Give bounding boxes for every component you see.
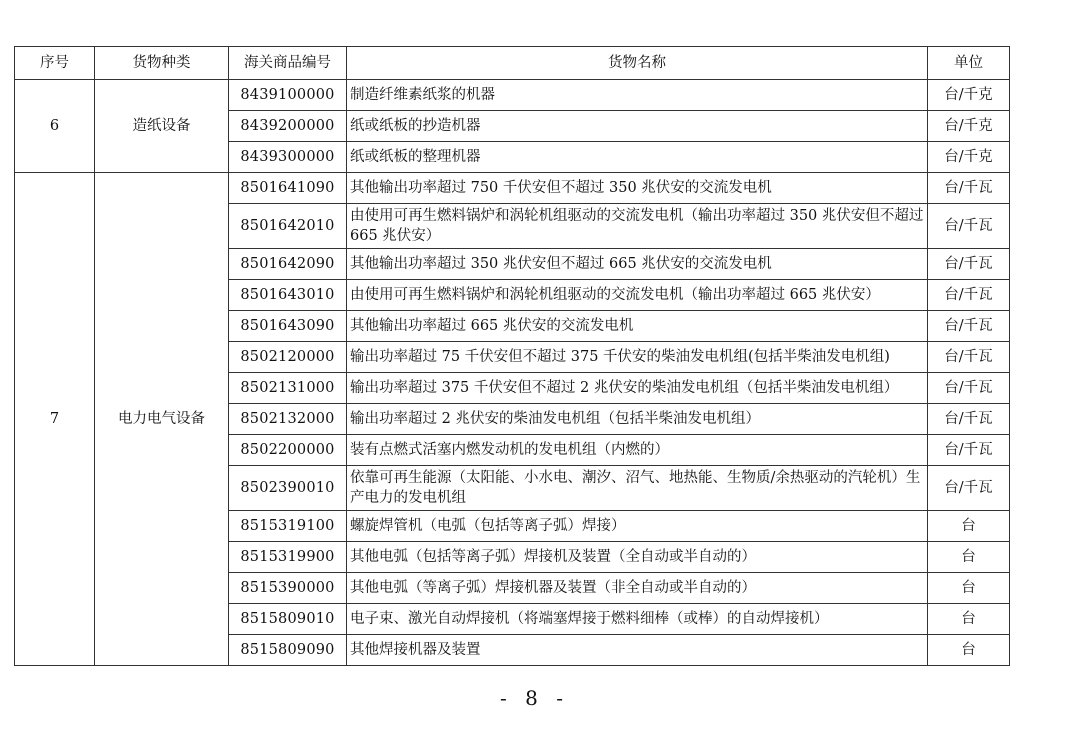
table-row bbox=[15, 80, 1010, 111]
hs-code-cell: 8515809090 bbox=[229, 635, 347, 666]
unit-cell: 台 bbox=[928, 573, 1010, 604]
unit-cell: 台 bbox=[928, 511, 1010, 542]
goods-name-cell: 其他输出功率超过 350 兆伏安但不超过 665 兆伏安的交流发电机 bbox=[347, 249, 928, 280]
unit-cell: 台/千克 bbox=[928, 80, 1010, 111]
unit-cell: 台/千瓦 bbox=[928, 404, 1010, 435]
goods-name-cell: 纸或纸板的整理机器 bbox=[347, 142, 928, 173]
unit-cell: 台/千瓦 bbox=[928, 249, 1010, 280]
goods-name-cell: 电子束、激光自动焊接机（将端塞焊接于燃料细棒（或棒）的自动焊接机） bbox=[347, 604, 928, 635]
hs-code-cell: 8502120000 bbox=[229, 342, 347, 373]
goods-table bbox=[14, 46, 1010, 666]
table-row bbox=[15, 173, 1010, 204]
hs-code-cell: 8515319100 bbox=[229, 511, 347, 542]
unit-cell: 台 bbox=[928, 542, 1010, 573]
unit-cell: 台/千克 bbox=[928, 142, 1010, 173]
page-number: - 8 - bbox=[500, 686, 569, 710]
header-hs-code: 海关商品编号 bbox=[229, 47, 347, 80]
header-unit: 单位 bbox=[928, 47, 1010, 80]
unit-cell: 台/千瓦 bbox=[928, 204, 1010, 249]
unit-cell: 台/千瓦 bbox=[928, 435, 1010, 466]
goods-name-cell: 由使用可再生燃料锅炉和涡轮机组驱动的交流发电机（输出功率超过 665 兆伏安） bbox=[347, 280, 928, 311]
goods-name-cell: 纸或纸板的抄造机器 bbox=[347, 111, 928, 142]
hs-code-cell: 8439300000 bbox=[229, 142, 347, 173]
goods-name-cell: 其他电弧（等离子弧）焊接机器及装置（非全自动或半自动的） bbox=[347, 573, 928, 604]
goods-name-cell: 其他焊接机器及装置 bbox=[347, 635, 928, 666]
goods-name-cell: 其他电弧（包括等离子弧）焊接机及装置（全自动或半自动的） bbox=[347, 542, 928, 573]
hs-code-cell: 8439100000 bbox=[229, 80, 347, 111]
unit-cell: 台/千瓦 bbox=[928, 466, 1010, 511]
unit-cell: 台/千瓦 bbox=[928, 280, 1010, 311]
goods-name-cell: 输出功率超过 2 兆伏安的柴油发电机组（包括半柴油发电机组） bbox=[347, 404, 928, 435]
group-category: 电力电气设备 bbox=[95, 173, 229, 666]
goods-name-cell: 其他输出功率超过 750 千伏安但不超过 350 兆伏安的交流发电机 bbox=[347, 173, 928, 204]
hs-code-cell: 8501642090 bbox=[229, 249, 347, 280]
goods-name-cell: 装有点燃式活塞内燃发动机的发电机组（内燃的） bbox=[347, 435, 928, 466]
goods-name-cell: 由使用可再生燃料锅炉和涡轮机组驱动的交流发电机（输出功率超过 350 兆伏安但不超过 665 兆伏安） bbox=[347, 204, 928, 249]
unit-cell: 台/千克 bbox=[928, 111, 1010, 142]
hs-code-cell: 8501642010 bbox=[229, 204, 347, 249]
goods-name-cell: 依靠可再生能源（太阳能、小水电、潮汐、沼气、地热能、生物质/余热驱动的汽轮机）生产电力的发电机组 bbox=[347, 466, 928, 511]
header-category: 货物种类 bbox=[95, 47, 229, 80]
unit-cell: 台 bbox=[928, 635, 1010, 666]
header-goods-name: 货物名称 bbox=[347, 47, 928, 80]
unit-cell: 台/千瓦 bbox=[928, 373, 1010, 404]
hs-code-cell: 8515319900 bbox=[229, 542, 347, 573]
unit-cell: 台 bbox=[928, 604, 1010, 635]
header-seq: 序号 bbox=[15, 47, 95, 80]
hs-code-cell: 8502200000 bbox=[229, 435, 347, 466]
goods-name-cell: 其他输出功率超过 665 兆伏安的交流发电机 bbox=[347, 311, 928, 342]
goods-name-cell: 螺旋焊管机（电弧（包括等离子弧）焊接） bbox=[347, 511, 928, 542]
hs-code-cell: 8501641090 bbox=[229, 173, 347, 204]
hs-code-cell: 8502390010 bbox=[229, 466, 347, 511]
table-header-row bbox=[15, 47, 1010, 80]
group-category: 造纸设备 bbox=[95, 80, 229, 173]
group-seq: 7 bbox=[15, 173, 95, 666]
hs-code-cell: 8515809010 bbox=[229, 604, 347, 635]
goods-name-cell: 输出功率超过 375 千伏安但不超过 2 兆伏安的柴油发电机组（包括半柴油发电机组） bbox=[347, 373, 928, 404]
unit-cell: 台/千瓦 bbox=[928, 173, 1010, 204]
group-seq: 6 bbox=[15, 80, 95, 173]
hs-code-cell: 8502131000 bbox=[229, 373, 347, 404]
hs-code-cell: 8439200000 bbox=[229, 111, 347, 142]
hs-code-cell: 8501643090 bbox=[229, 311, 347, 342]
hs-code-cell: 8515390000 bbox=[229, 573, 347, 604]
unit-cell: 台/千瓦 bbox=[928, 342, 1010, 373]
unit-cell: 台/千瓦 bbox=[928, 311, 1010, 342]
hs-code-cell: 8501643010 bbox=[229, 280, 347, 311]
hs-code-cell: 8502132000 bbox=[229, 404, 347, 435]
goods-name-cell: 制造纤维素纸浆的机器 bbox=[347, 80, 928, 111]
goods-name-cell: 输出功率超过 75 千伏安但不超过 375 千伏安的柴油发电机组(包括半柴油发电机组) bbox=[347, 342, 928, 373]
